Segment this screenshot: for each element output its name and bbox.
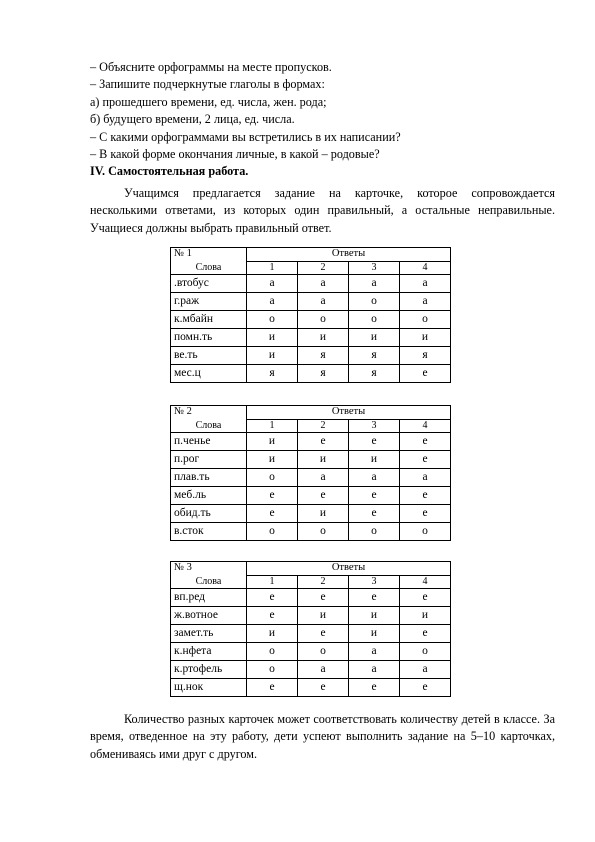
answer-cell[interactable]: а [349, 642, 400, 660]
word-cell: мес.ц [171, 364, 247, 382]
word-cell: г.раж [171, 292, 247, 310]
answer-cell[interactable]: и [349, 624, 400, 642]
answer-cell[interactable]: о [247, 642, 298, 660]
answer-cell[interactable]: е [247, 678, 298, 696]
answer-cell[interactable]: е [298, 624, 349, 642]
table-row [171, 328, 451, 346]
answer-cell[interactable]: о [400, 310, 451, 328]
answer-cell[interactable]: е [298, 678, 349, 696]
card-number: № 1 [171, 247, 247, 261]
card-table-1 [170, 247, 451, 383]
intro-paragraph: Учащимся предлагается задание на карточке, которое сопровождается несколькими ответами, из которых один правильный, а остальные неправильные. Учащиеся должны выбрать правильный ответ. [90, 185, 555, 236]
answer-cell[interactable]: е [400, 678, 451, 696]
outro-paragraph: Количество разных карточек может соответствовать количеству детей в классе. За время, отведенное на эту работу, дети успеют выполнить задание на 5–10 карточках, обмениваясь ими друг с другом. [90, 711, 555, 761]
card-table-3 [170, 561, 451, 697]
answer-cell[interactable]: а [349, 660, 400, 678]
word-cell: замет.ть [171, 624, 247, 642]
answer-number-header: 4 [400, 261, 451, 274]
card-number: № 2 [171, 405, 247, 419]
instruction-line-2: – Запишите подчеркнутые глаголы в формах: [90, 77, 325, 92]
answer-number-header: 4 [400, 575, 451, 588]
answer-cell[interactable]: о [298, 310, 349, 328]
answer-cell[interactable]: е [247, 588, 298, 606]
instruction-line-5: – С какими орфограммами вы встретились в их написании? [90, 129, 401, 144]
document-page [90, 59, 555, 763]
instruction-line-1: – Объясните орфограммы на месте пропусков. [90, 60, 332, 74]
section-title: IV. Самостоятельная работа. [90, 164, 249, 179]
table-row [171, 346, 451, 364]
answer-cell[interactable]: о [349, 522, 400, 540]
answer-cell[interactable]: а [349, 468, 400, 486]
word-cell: ве.ть [171, 346, 247, 364]
answer-cell[interactable]: о [298, 522, 349, 540]
answer-cell[interactable]: е [247, 606, 298, 624]
answer-cell[interactable]: о [247, 468, 298, 486]
answer-cell[interactable]: я [400, 346, 451, 364]
answer-number-header: 2 [298, 419, 349, 432]
table-row [171, 274, 451, 292]
table-row [171, 468, 451, 486]
table-row [171, 624, 451, 642]
table-row [171, 678, 451, 696]
words-header: Слова [171, 419, 247, 432]
words-header: Слова [171, 261, 247, 274]
answer-cell[interactable]: е [400, 624, 451, 642]
card-table-2 [170, 405, 451, 541]
answer-cell[interactable]: е [400, 486, 451, 504]
answer-cell[interactable]: и [298, 328, 349, 346]
answer-number-header: 2 [298, 261, 349, 274]
table-row [171, 660, 451, 678]
word-cell: меб.ль [171, 486, 247, 504]
answer-cell[interactable]: е [349, 486, 400, 504]
word-cell: щ.нок [171, 678, 247, 696]
answer-cell[interactable]: и [400, 328, 451, 346]
word-cell: обид.ть [171, 504, 247, 522]
table-row [171, 486, 451, 504]
word-cell: к.ртофель [171, 660, 247, 678]
answer-number-header: 1 [247, 261, 298, 274]
answer-cell[interactable]: и [349, 606, 400, 624]
answers-header: Ответы [247, 405, 451, 419]
table-row [171, 606, 451, 624]
answer-cell[interactable]: я [349, 346, 400, 364]
answer-cell[interactable]: е [349, 432, 400, 450]
table-row [171, 450, 451, 468]
answer-cell[interactable]: я [349, 364, 400, 382]
answer-cell[interactable]: е [400, 588, 451, 606]
answer-number-header: 3 [349, 419, 400, 432]
word-cell: к.мбайн [171, 310, 247, 328]
answer-cell[interactable]: а [400, 468, 451, 486]
answer-cell[interactable]: а [298, 468, 349, 486]
answer-cell[interactable]: и [247, 328, 298, 346]
answer-cell[interactable]: е [349, 678, 400, 696]
word-cell: помн.ть [171, 328, 247, 346]
answer-cell[interactable]: е [349, 588, 400, 606]
table-row [171, 432, 451, 450]
card-number: № 3 [171, 561, 247, 575]
word-cell: п.ченье [171, 432, 247, 450]
answer-cell[interactable]: е [298, 486, 349, 504]
cards-container [90, 247, 555, 697]
instruction-line-4: б) будущего времени, 2 лица, ед. числа. [90, 112, 295, 127]
answer-cell[interactable]: а [349, 274, 400, 292]
word-cell: п.рог [171, 450, 247, 468]
answer-cell[interactable]: а [400, 660, 451, 678]
answer-number-header: 3 [349, 575, 400, 588]
answer-cell[interactable]: и [298, 504, 349, 522]
answer-cell[interactable]: о [400, 522, 451, 540]
table-row [171, 642, 451, 660]
answer-cell[interactable]: и [400, 606, 451, 624]
word-cell: в.сток [171, 522, 247, 540]
answer-cell[interactable]: е [247, 504, 298, 522]
table-row [171, 504, 451, 522]
answer-cell[interactable]: о [349, 310, 400, 328]
word-cell: плав.ть [171, 468, 247, 486]
word-cell: .втобус [171, 274, 247, 292]
answer-cell[interactable]: е [349, 504, 400, 522]
answer-cell[interactable]: о [298, 642, 349, 660]
answer-cell[interactable]: е [400, 450, 451, 468]
answer-cell[interactable]: а [298, 660, 349, 678]
word-cell: вп.ред [171, 588, 247, 606]
words-header: Слова [171, 575, 247, 588]
answer-cell[interactable]: о [247, 310, 298, 328]
answer-cell[interactable]: я [247, 364, 298, 382]
answer-cell[interactable]: е [400, 364, 451, 382]
answer-cell[interactable]: е [247, 486, 298, 504]
answer-number-header: 1 [247, 575, 298, 588]
answer-cell[interactable]: и [349, 328, 400, 346]
answer-cell[interactable]: о [400, 642, 451, 660]
word-cell: к.нфета [171, 642, 247, 660]
answer-cell[interactable]: а [400, 274, 451, 292]
answer-cell[interactable]: и [298, 450, 349, 468]
answer-cell[interactable]: и [247, 624, 298, 642]
answer-cell[interactable]: я [298, 364, 349, 382]
answer-cell[interactable]: и [247, 450, 298, 468]
instruction-line-6: – В какой форме окончания личные, в какой – родовые? [90, 147, 380, 162]
answer-cell[interactable]: а [400, 292, 451, 310]
answer-cell[interactable]: е [298, 588, 349, 606]
answer-number-header: 1 [247, 419, 298, 432]
table-row [171, 310, 451, 328]
answer-cell[interactable]: а [247, 274, 298, 292]
answer-number-header: 3 [349, 261, 400, 274]
answer-cell[interactable]: о [349, 292, 400, 310]
answer-cell[interactable]: и [349, 450, 400, 468]
table-row [171, 588, 451, 606]
word-cell: ж.вотное [171, 606, 247, 624]
answer-number-header: 4 [400, 419, 451, 432]
table-row [171, 522, 451, 540]
answer-cell[interactable]: я [298, 346, 349, 364]
table-row [171, 292, 451, 310]
answer-cell[interactable]: и [247, 346, 298, 364]
answers-header: Ответы [247, 561, 451, 575]
answer-cell[interactable]: е [298, 432, 349, 450]
answer-cell[interactable]: е [400, 432, 451, 450]
answer-cell[interactable]: а [298, 292, 349, 310]
answer-cell[interactable]: а [298, 274, 349, 292]
answer-cell[interactable]: о [247, 522, 298, 540]
answer-cell[interactable]: а [247, 292, 298, 310]
table-row [171, 364, 451, 382]
answer-cell[interactable]: о [247, 660, 298, 678]
answer-cell[interactable]: е [400, 504, 451, 522]
answer-cell[interactable]: и [247, 432, 298, 450]
instruction-line-3: а) прошедшего времени, ед. числа, жен. рода; [90, 94, 327, 109]
answer-cell[interactable]: и [298, 606, 349, 624]
answer-number-header: 2 [298, 575, 349, 588]
answers-header: Ответы [247, 247, 451, 261]
